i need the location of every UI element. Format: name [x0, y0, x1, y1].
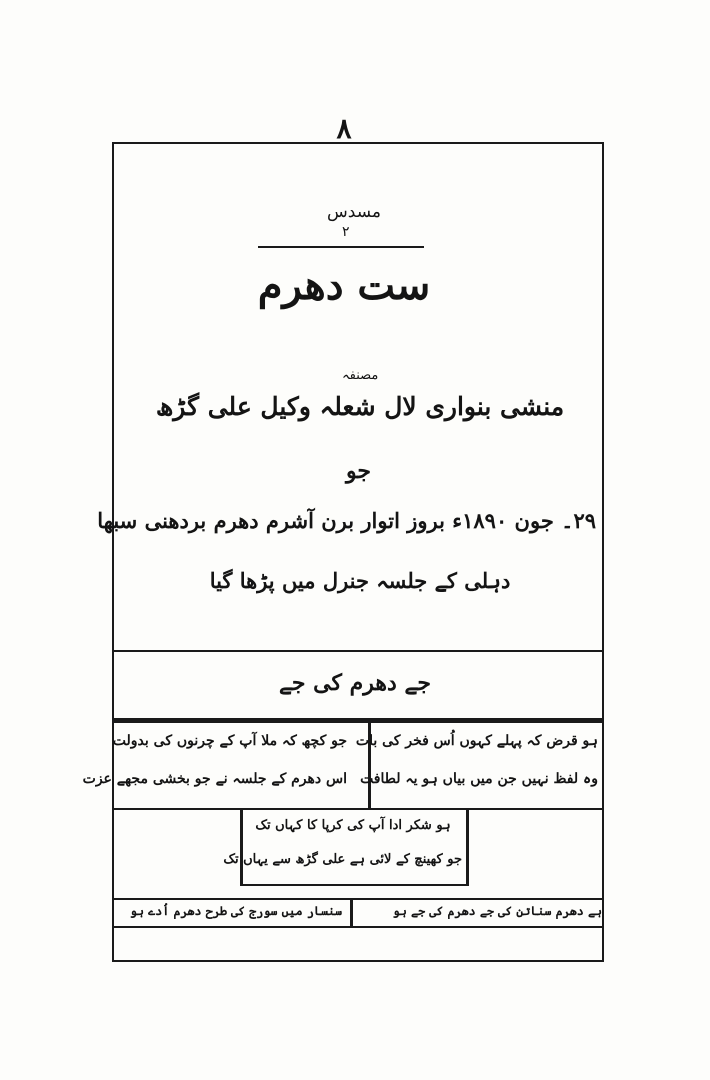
page-number: ۸	[336, 112, 352, 145]
stanza-center-line-1: ہو شکر ادا آپ کی کرپا کا کہاں تک	[255, 818, 451, 833]
section-divider	[112, 650, 604, 652]
refrain-bottom-rule	[112, 926, 604, 928]
refrain-left: سنسار میں سورج کی طرح دھرم اُدے ہو	[129, 904, 342, 918]
refrain-right: ہے دھرم سناتن کی جے دھرم کی جے ہو	[392, 904, 602, 918]
musaddas-label: مسدس	[327, 202, 381, 222]
stanza-right-line-2: وہ لفظ نہیں جن میں بیاں ہو یہ لطافت	[360, 771, 598, 787]
refrain-rule	[112, 898, 604, 900]
center-box-right	[466, 808, 469, 886]
invocation: جے دھرم کی جے	[279, 670, 431, 696]
section-label-number: ۲	[342, 224, 350, 240]
center-box-left	[240, 808, 243, 886]
author-label: مصنفہ	[342, 368, 379, 383]
stanza-right-line-1: ہو قرض کہ پہلے کہوں اُس فخر کی بات	[355, 733, 598, 749]
author-line: منشی بنواری لال شعلہ وکیل علی گڑھ	[155, 392, 565, 421]
title-rule	[258, 246, 424, 248]
stanza-center-line-2: جو کھینچ کے لائی ہے علی گڑھ سے یہاں تک	[223, 852, 462, 867]
center-box-bottom	[240, 884, 469, 886]
section-label	[304, 202, 404, 222]
connector-word: جو	[346, 458, 371, 484]
occasion-line-1: ۲۹۔ جون ۱۸۹۰ء بروز اتوار برن آشرم دھرم بردھنی سبھا	[97, 508, 596, 533]
occasion-line-2: دہلی کے جلسہ جنرل میں پڑھا گیا	[209, 568, 511, 593]
stanza-grid-mid	[112, 808, 604, 810]
stanza-left-line-1: جو کچھ کہ ملا آپ کے چرنوں کی بدولت	[112, 733, 347, 749]
stanza-grid-top	[112, 720, 604, 723]
stanza-left-line-2: اس دھرم کے جلسہ نے جو بخشی مجھے عزت	[82, 771, 347, 787]
book-title: ست دھرم	[257, 262, 431, 309]
refrain-divider	[350, 898, 353, 928]
